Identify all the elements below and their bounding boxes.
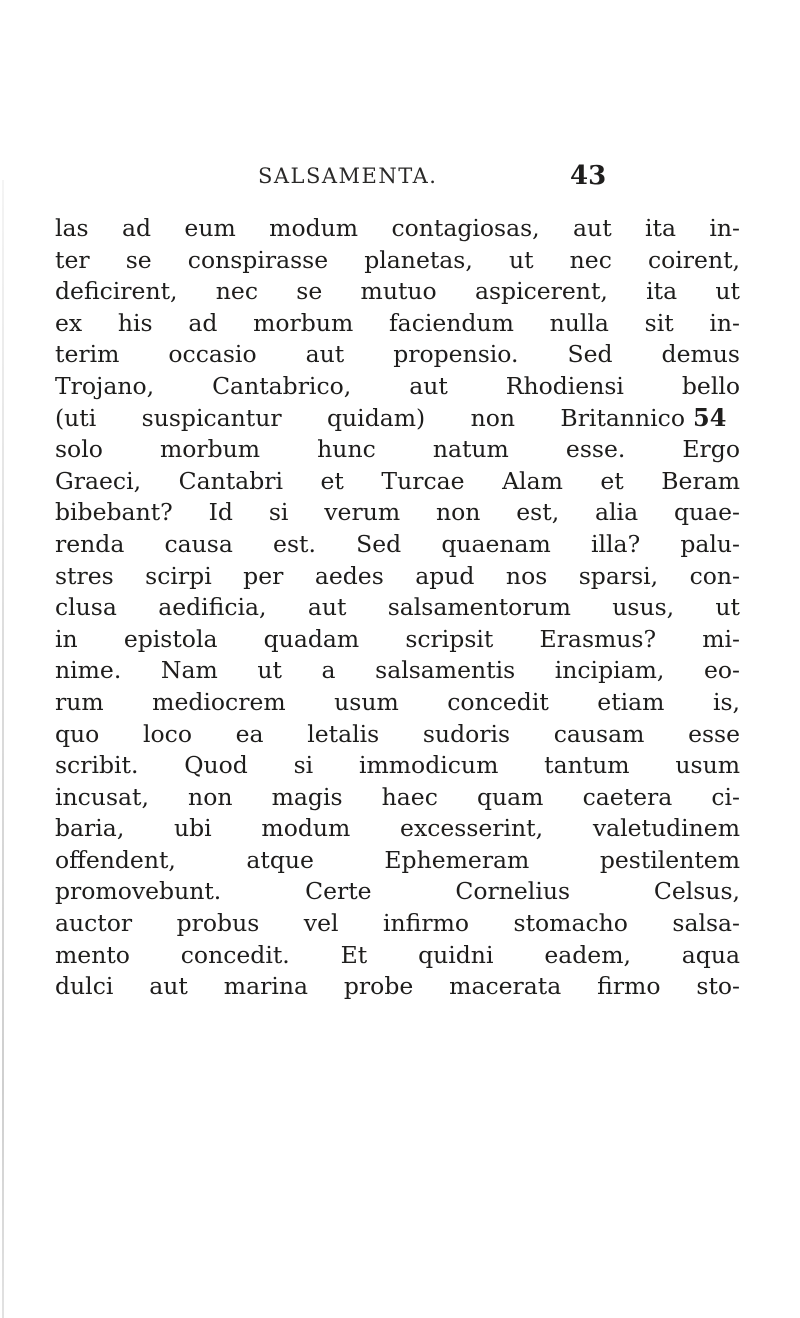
text-line: terim occasio aut propensio. Sed demus [55, 340, 740, 369]
text-line: dulci aut marina probe macerata firmo sto- [55, 972, 740, 1001]
text-line: renda causa est. Sed quaenam illa? palu- [55, 529, 740, 558]
text-line: ex his ad morbum faciendum nulla sit in- [55, 308, 740, 337]
text-line: bibebant? Id si verum non est, alia quae- [55, 498, 740, 527]
body-text [55, 213, 755, 1003]
text-line: baria, ubi modum excesserint, valetudinem [55, 814, 740, 843]
text-line: incusat, non magis haec quam caetera ci- [55, 782, 740, 811]
page-edge-shadow [2, 180, 4, 1318]
text-line: ter se conspirasse planetas, ut nec coirent, [55, 245, 740, 274]
text-line: scribit. Quod si immodicum tantum usum [55, 751, 740, 780]
text-line: quo loco ea letalis sudoris causam esse [55, 719, 740, 748]
text-line: deficirent, nec se mutuo aspicerent, ita ut [55, 277, 740, 306]
margin-page-reference: 54 [693, 403, 727, 432]
text-line: mento concedit. Et quidni eadem, aqua [55, 940, 740, 969]
text-line: auctor probus vel infirmo stomacho salsa- [55, 909, 740, 938]
text-line: stres scirpi per aedes apud nos sparsi, con- [55, 561, 740, 590]
text-line: promovebunt. Certe Cornelius Celsus, [55, 877, 740, 906]
text-line: solo morbum hunc natum esse. Ergo [55, 435, 740, 464]
text-line: nime. Nam ut a salsamentis incipiam, eo- [55, 656, 740, 685]
text-line: in epistola quadam scripsit Erasmus? mi- [55, 624, 740, 653]
text-line: (uti suspicantur quidam) non Britannico [55, 403, 685, 432]
text-line: Trojano, Cantabrico, aut Rhodiensi bello [55, 371, 740, 400]
text-line: offendent, atque Ephemeram pestilentem [55, 845, 740, 874]
running-head: SALSAMENTA. [258, 164, 438, 188]
text-line: rum mediocrem usum concedit etiam is, [55, 687, 740, 716]
text-line: Graeci, Cantabri et Turcae Alam et Beram [55, 466, 740, 495]
page-number: 43 [570, 161, 607, 191]
text-line: las ad eum modum contagiosas, aut ita in- [55, 214, 740, 242]
text-line: clusa aedificia, aut salsamentorum usus, ut [55, 593, 740, 622]
